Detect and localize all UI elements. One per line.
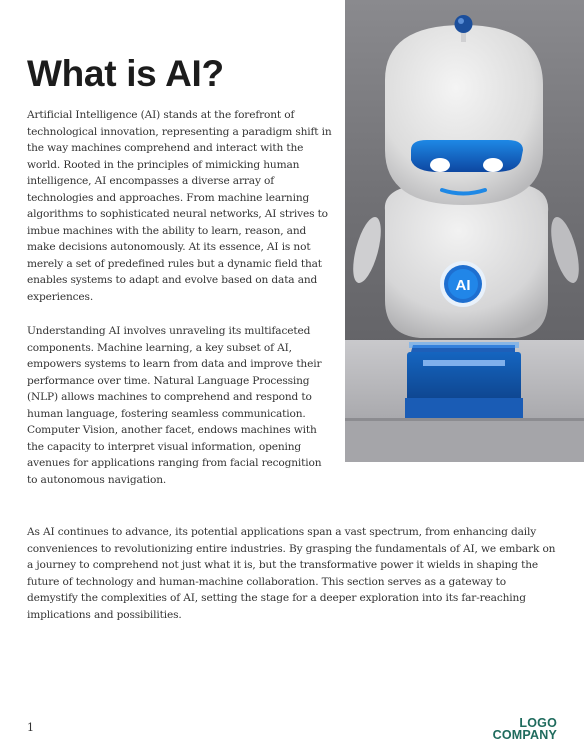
company-logo bbox=[493, 717, 557, 741]
chest-badge-label: AI bbox=[455, 277, 471, 294]
body-paragraph-2: Understanding AI involves unraveling its multifaceted components. Machine learning, a key subset of AI, empowers systems to learn from data and improve their performance over time. Natural Language Processing (NLP) allows machines to comprehend and respond to human language, fostering seamless communication. Computer Vision, another facet, endows machines with the capacity to interpret visual information, opening avenues for applications ranging from facial recognition to autonomous navigation. bbox=[27, 325, 322, 486]
robot-icon bbox=[345, 0, 584, 462]
body-paragraph-1: Artificial Intelligence (AI) stands at the forefront of technological innovation, representing a paradigm shift in the way machines comprehend and interact with the world. Rooted in the principles of mimicking human intelligence, AI encompasses a diverse array of technologies and approaches. From machine learning algorithms to sophisticated neural networks, AI strives to imbue machines with the ability to learn, reason, and make decisions autonomously. At its essence, AI is not merely a set of predefined rules but a dynamic field that enables systems to adapt and evolve based on data and experiences. bbox=[27, 109, 332, 304]
body-paragraph-3: As AI continues to advance, its potential applications span a vast spectrum, from enhancing daily conveniences to revolutionizing entire industries. By grasping the fundamentals of AI, we embark on a journey to comprehend not just what it is, but the transformative power it wields in shaping the future of technology and human-machine collaboration. This section serves as a gateway to demystify the complexities of AI, setting the stage for a deeper exploration into its far-reaching implications and possibilities. bbox=[27, 526, 556, 621]
robot-illustration bbox=[345, 0, 584, 462]
logo-line-2: COMPANY bbox=[492, 728, 557, 742]
page-title: What is AI? bbox=[27, 53, 224, 94]
page-number: 1 bbox=[27, 721, 34, 734]
logo-line-1: LOGO bbox=[519, 716, 557, 730]
